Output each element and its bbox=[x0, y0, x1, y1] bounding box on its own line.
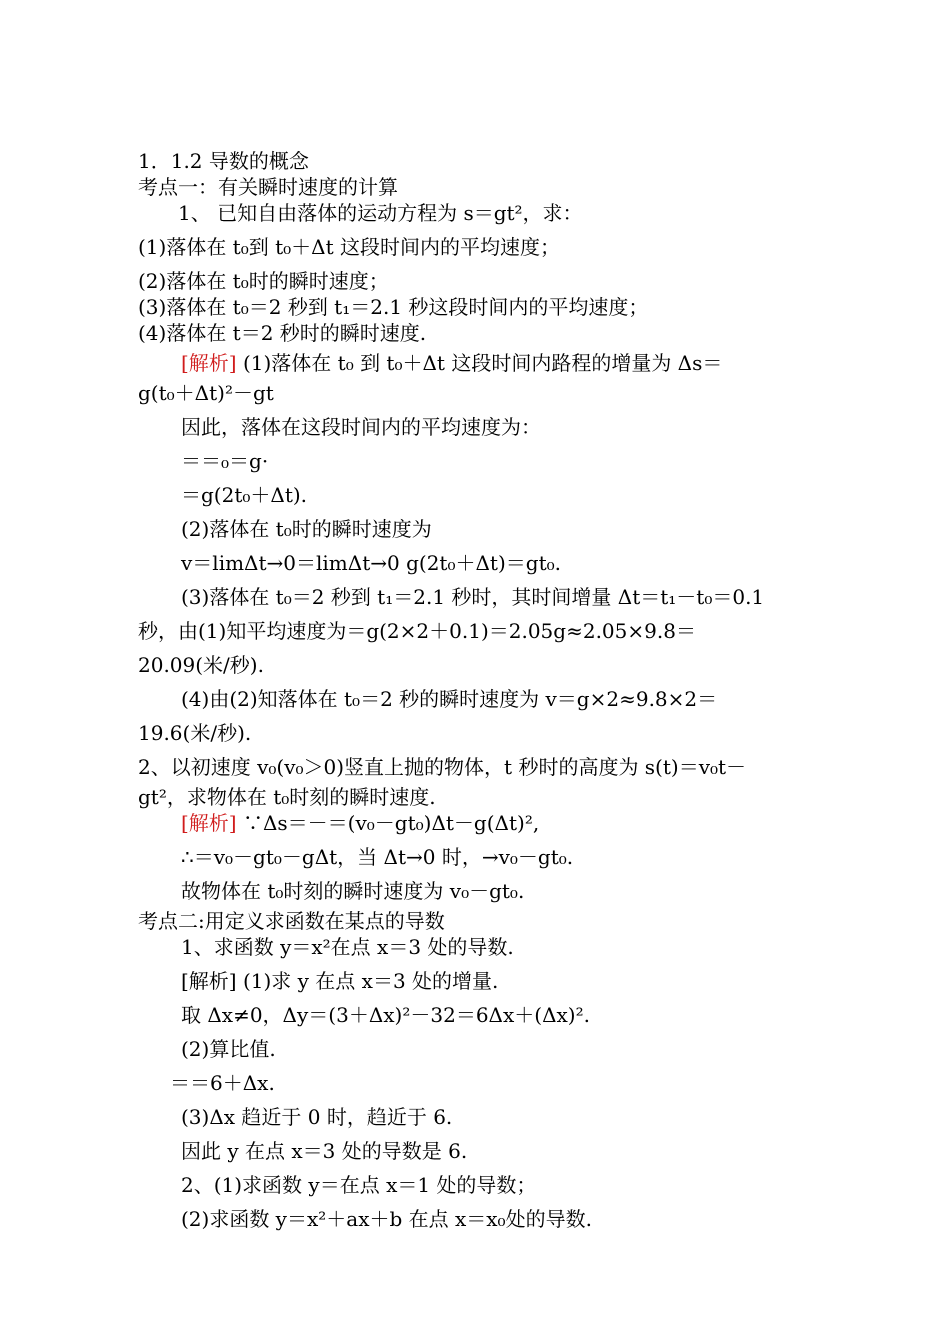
q3-analysis-4: ＝＝6＋Δx. bbox=[170, 1071, 275, 1095]
q2-line2: gt²，求物体在 t₀时刻的瞬时速度. bbox=[138, 785, 436, 809]
q4-line2: (2)求函数 y＝x²＋ax＋b 在点 x＝x₀处的导数. bbox=[181, 1207, 592, 1231]
a1-line10: 20.09(米/秒). bbox=[138, 653, 264, 677]
q1-part1: (1)落体在 t₀到 t₀＋Δt 这段时间内的平均速度； bbox=[138, 235, 560, 259]
a2-line3: 故物体在 t₀时刻的瞬时速度为 v₀－gt₀. bbox=[181, 879, 525, 903]
q2-line1: 2、以初速度 v₀(v₀＞0)竖直上抛的物体，t 秒时的高度为 s(t)＝v₀t－ bbox=[138, 755, 747, 779]
a1-line4: ＝＝₀＝g· bbox=[181, 449, 269, 473]
q1-part3: (3)落体在 t₀＝2 秒到 t₁＝2.1 秒这段时间内的平均速度； bbox=[138, 295, 649, 319]
q1-stem: 1、 已知自由落体的运动方程为 s＝gt²，求： bbox=[178, 201, 583, 225]
q4-line1: 2、(1)求函数 y＝在点 x＝1 处的导数； bbox=[181, 1173, 537, 1197]
a1-line2: g(t₀＋Δt)²－gt bbox=[138, 381, 274, 405]
section-heading-2: 考点二:用定义求函数在某点的导数 bbox=[138, 909, 445, 933]
a1-line6: (2)落体在 t₀时的瞬时速度为 bbox=[181, 517, 432, 541]
a1-line5: ＝g(2t₀＋Δt). bbox=[181, 483, 308, 507]
q3-analysis-3: (2)算比值. bbox=[181, 1037, 276, 1061]
a1-line9: 秒，由(1)知平均速度为＝g(2×2＋0.1)＝2.05g≈2.05×9.8＝ bbox=[138, 619, 696, 643]
a1-line8: (3)落体在 t₀＝2 秒到 t₁＝2.1 秒时，其时间增量 Δt＝t₁－t₀＝0.1 bbox=[181, 585, 765, 609]
q3-stem: 1、求函数 y＝x²在点 x＝3 处的导数. bbox=[181, 935, 514, 959]
q3-analysis-5: (3)Δx 趋近于 0 时，趋近于 6. bbox=[181, 1105, 453, 1129]
q1-part2: (2)落体在 t₀时的瞬时速度； bbox=[138, 269, 389, 293]
analysis-label: [解析] bbox=[181, 811, 237, 835]
document-page bbox=[138, 148, 818, 1232]
q3-analysis-2: 取 Δx≠0，Δy＝(3＋Δx)²－32＝6Δx＋(Δx)². bbox=[181, 1003, 590, 1027]
q3-analysis-1: [解析] (1)求 y 在点 x＝3 处的增量. bbox=[181, 969, 499, 993]
a1-line7: v＝limΔt→0＝limΔt→0 g(2t₀＋Δt)＝gt₀. bbox=[181, 551, 561, 575]
a1-line11: (4)由(2)知落体在 t₀＝2 秒的瞬时速度为 v＝g×2≈9.8×2＝ bbox=[181, 687, 718, 711]
a2-line1: [解析] ∵Δs＝－＝(v₀－gt₀)Δt－g(Δt)², bbox=[181, 811, 540, 835]
a1-line3: 因此，落体在这段时间内的平均速度为： bbox=[181, 415, 541, 439]
a1-line12: 19.6(米/秒). bbox=[138, 721, 252, 745]
a1-line1: [解析] (1)落体在 t₀ 到 t₀＋Δt 这段时间内路程的增量为 Δs＝ bbox=[181, 351, 723, 375]
doc-title: 1．1.2 导数的概念 bbox=[138, 149, 309, 173]
analysis-label: [解析] bbox=[181, 351, 237, 375]
q1-part4: (4)落体在 t＝2 秒时的瞬时速度. bbox=[138, 321, 427, 345]
section-heading-1: 考点一：有关瞬时速度的计算 bbox=[138, 175, 398, 199]
a2-line2: ∴＝v₀－gt₀－gΔt，当 Δt→0 时，→v₀－gt₀. bbox=[181, 845, 574, 869]
q3-analysis-6: 因此 y 在点 x＝3 处的导数是 6. bbox=[181, 1139, 468, 1163]
